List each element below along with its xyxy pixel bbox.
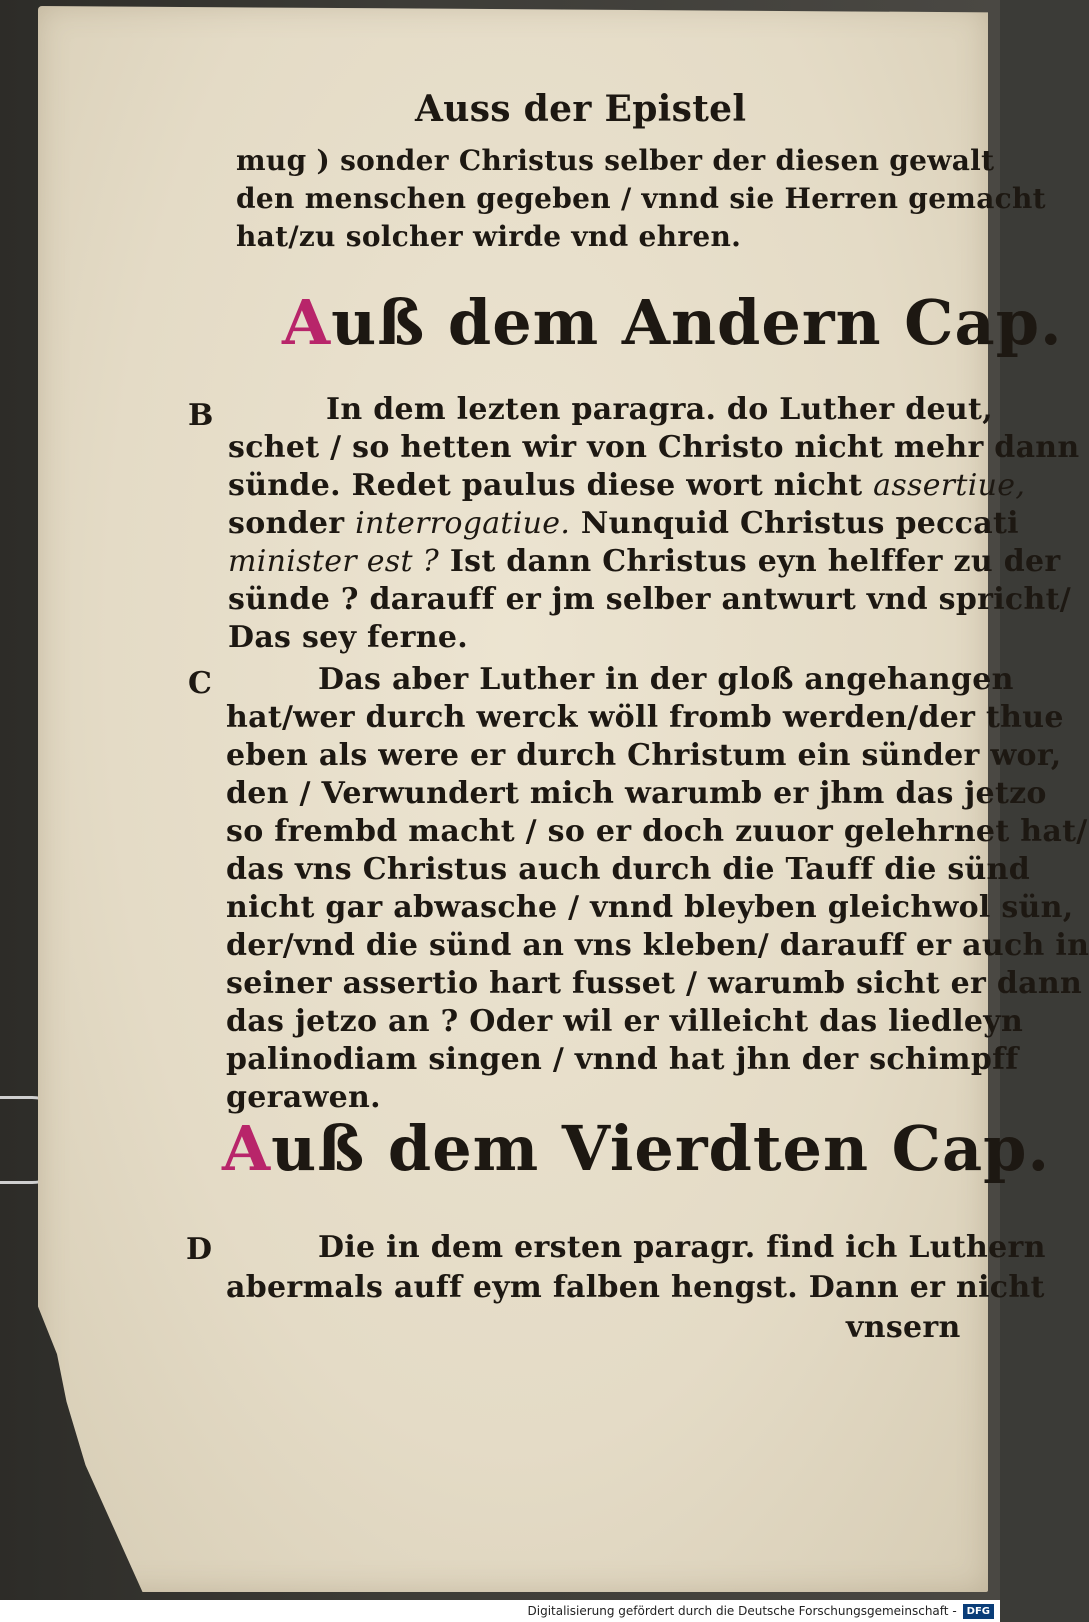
text-line: Das sey ferne. — [228, 620, 468, 655]
text-line — [228, 506, 1019, 541]
digitization-footer — [0, 1600, 1000, 1622]
text-line: schet / so hetten wir von Christo nicht mehr dann — [228, 430, 1080, 465]
text-line — [228, 468, 1025, 503]
chapter-heading-vierdten — [222, 1112, 1050, 1185]
text-line: sünde ? darauff er jm selber antwurt vnd spricht/ — [228, 582, 1072, 617]
text-line: palinodiam singen / vnnd hat jhn der schimpff — [226, 1042, 1019, 1077]
running-head: Auss der Epistel — [415, 88, 747, 130]
text-line: gerawen. — [226, 1080, 381, 1115]
text-span: Nunquid Christus peccati — [580, 506, 1019, 541]
text-line: den / Verwundert mich warumb er jhm das jetzo — [226, 776, 1047, 811]
latin-term: interrogatiue. — [355, 506, 571, 541]
text-line: abermals auff eym falben hengst. Dann er nicht — [226, 1270, 1045, 1305]
text-span: Ist dann Christus eyn helffer zu der — [449, 544, 1061, 579]
latin-term: assertiue, — [873, 468, 1026, 503]
text-line: Die in dem ersten paragr. find ich Luthern — [318, 1230, 1046, 1265]
text-line: nicht gar abwasche / vnnd bleyben gleichwol sün, — [226, 890, 1074, 925]
text-line: das vns Christus auch durch die Tauff die sünd — [226, 852, 1031, 887]
footer-text: Digitalisierung gefördert durch die Deutsche Forschungsgemeinschaft - — [527, 1604, 957, 1618]
heading-initial: A — [282, 286, 332, 359]
intro-line: hat/zu solcher wirde vnd ehren. — [236, 220, 742, 253]
text-span: sonder — [228, 506, 345, 541]
heading-initial: A — [222, 1112, 272, 1185]
text-line: In dem lezten paragra. do Luther deut, — [326, 392, 993, 427]
margin-marker-c: C — [188, 666, 212, 701]
chapter-heading-andern — [282, 286, 1063, 359]
dfg-logo: DFG — [963, 1604, 994, 1619]
text-line: so frembd macht / so er doch zuuor gelehrnet hat/ — [226, 814, 1088, 849]
text-line: hat/wer durch werck wöll fromb werden/der thue — [226, 700, 1064, 735]
catchword: vnsern — [846, 1310, 961, 1345]
intro-line: den menschen gegeben / vnnd sie Herren gemacht — [236, 182, 1046, 215]
heading-text: uß dem Andern Cap. — [331, 286, 1063, 359]
margin-marker-b: B — [188, 398, 214, 433]
margin-marker-d: D — [186, 1232, 213, 1267]
text-line: eben als were er durch Christum ein sünder wor, — [226, 738, 1062, 773]
text-line: das jetzo an ? Oder wil er villeicht das liedleyn — [226, 1004, 1024, 1039]
heading-text: uß dem Vierdten Cap. — [271, 1112, 1051, 1185]
text-line — [228, 544, 1061, 579]
text-line: der/vnd die sünd an vns kleben/ darauff er auch in — [226, 928, 1089, 963]
text-span: sünde. Redet paulus diese wort nicht — [228, 468, 863, 503]
text-line: Das aber Luther in der gloß angehangen — [318, 662, 1014, 697]
intro-line: mug ) sonder Christus selber der diesen gewalt — [236, 144, 995, 177]
latin-term: minister est ? — [228, 544, 440, 579]
text-line: seiner assertio hart fusset / warumb sicht er dann — [226, 966, 1083, 1001]
